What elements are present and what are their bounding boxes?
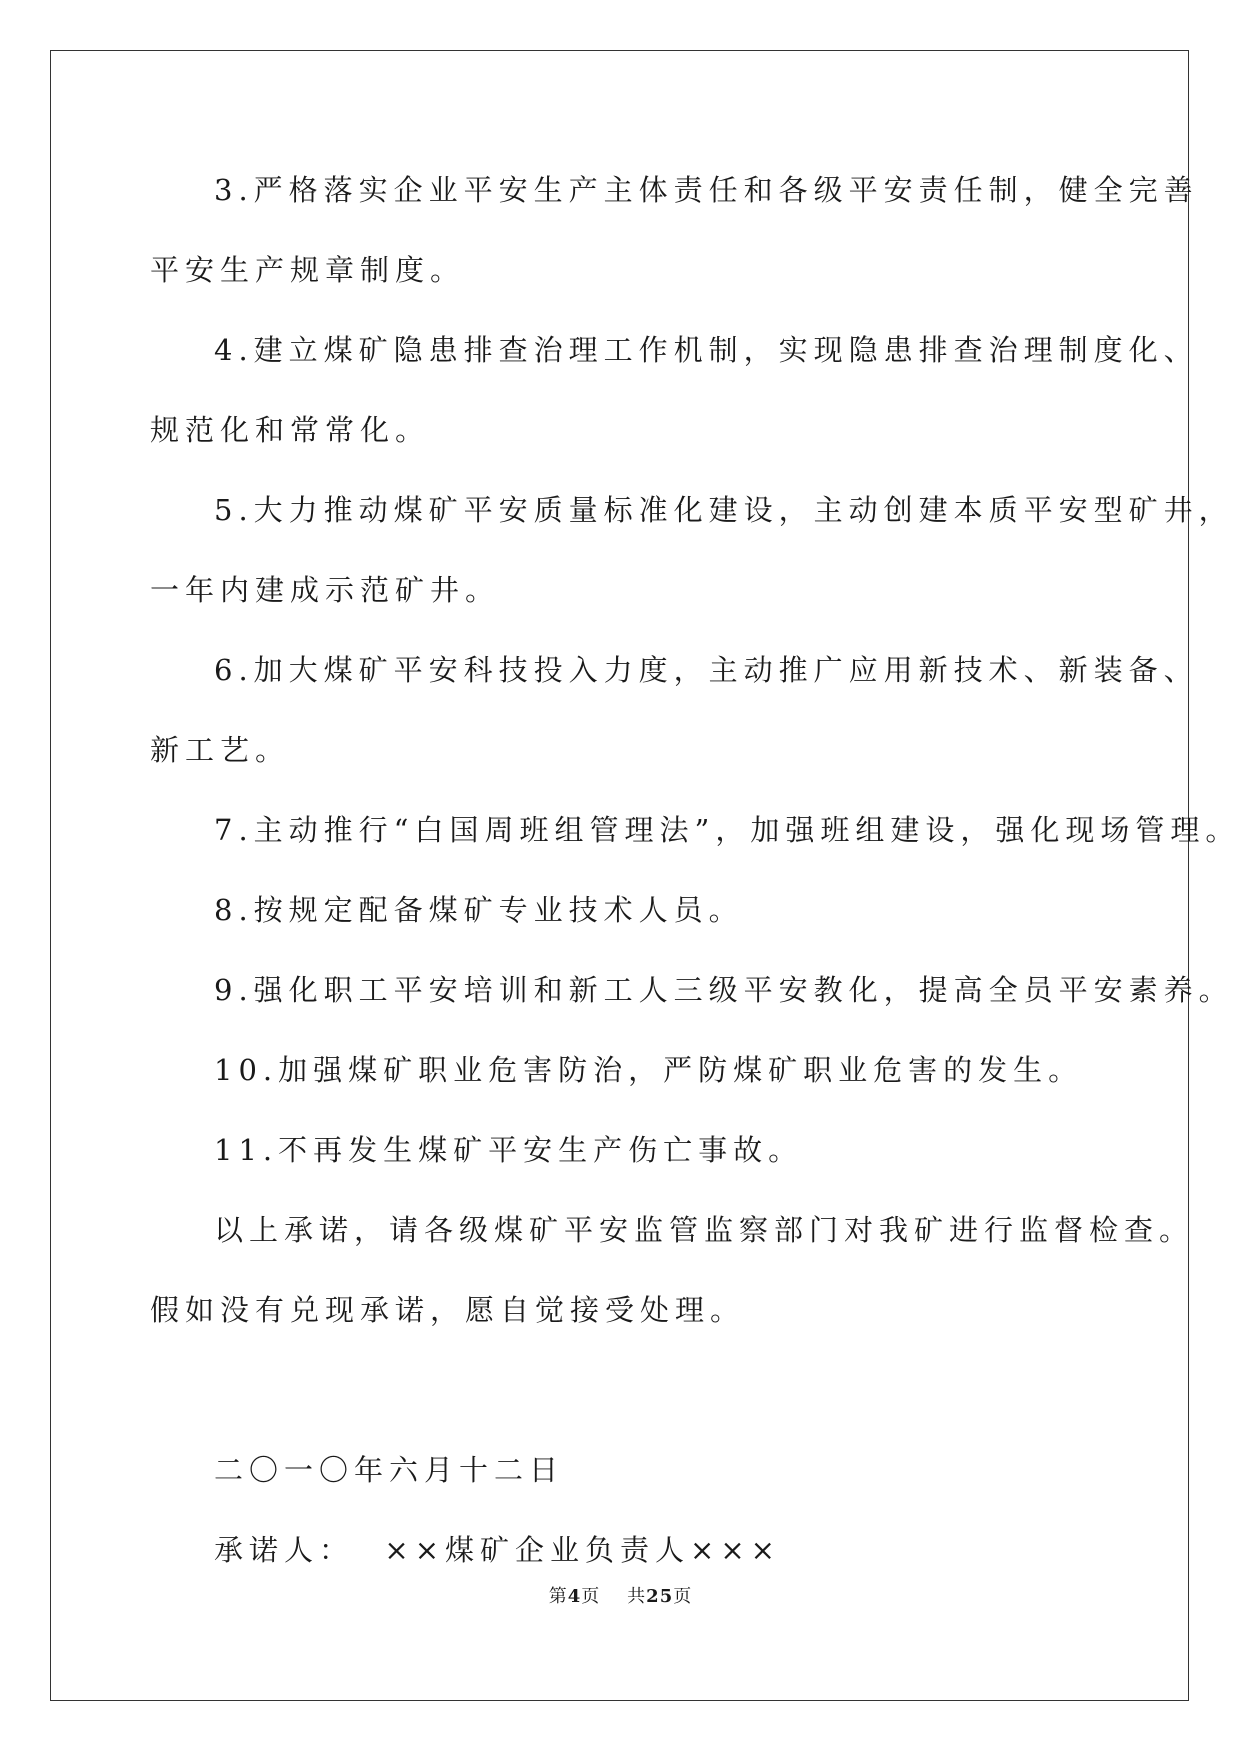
paragraph-line: 二〇一〇年六月十二日 bbox=[214, 1453, 565, 1487]
paragraph-line: 11.不再发生煤矿平安生产伤亡事故。 bbox=[214, 1133, 804, 1167]
paragraph-item-3 bbox=[150, 150, 1199, 310]
paragraph-line: 假如没有兑现承诺，愿自觉接受处理。 bbox=[150, 1293, 746, 1327]
paragraph-item-11 bbox=[150, 1110, 1090, 1190]
paragraph-item-4 bbox=[150, 310, 1199, 470]
page-footer bbox=[0, 1582, 1241, 1608]
paragraph-line: 平安生产规章制度。 bbox=[150, 253, 466, 287]
paragraph-item-6 bbox=[150, 630, 1199, 790]
paragraph-line: 4.建立煤矿隐患排查治理工作机制，实现隐患排查治理制度化、 bbox=[214, 333, 1199, 367]
paragraph-item-9 bbox=[150, 950, 1234, 1030]
footer-page-suffix: 页 bbox=[581, 1586, 601, 1607]
paragraph-item-10 bbox=[150, 1030, 1090, 1110]
paragraph-line: 一年内建成示范矿井。 bbox=[150, 573, 501, 607]
commitment-statement bbox=[150, 1190, 1195, 1350]
paragraph-line: 规范化和常常化。 bbox=[150, 413, 431, 447]
paragraph-item-7 bbox=[150, 790, 1241, 870]
paragraph-line: 3.严格落实企业平安生产主体责任和各级平安责任制，健全完善 bbox=[214, 173, 1199, 207]
paragraph-line: 以上承诺，请各级煤矿平安监管监察部门对我矿进行监督检查。 bbox=[214, 1213, 1195, 1247]
paragraph-line: 9.强化职工平安培训和新工人三级平安教化，提高全员平安素养。 bbox=[214, 973, 1234, 1007]
paragraph-line: 6.加大煤矿平安科技投入力度，主动推广应用新技术、新装备、 bbox=[214, 653, 1199, 687]
paragraph-line: 5.大力推动煤矿平安质量标准化建设，主动创建本质平安型矿井， bbox=[214, 493, 1234, 527]
footer-total-prefix: 共 bbox=[627, 1586, 647, 1607]
signatory-line bbox=[150, 1350, 1090, 1670]
footer-page-number: 4 bbox=[567, 1586, 582, 1607]
paragraph-line: 10.加强煤矿职业危害防治，严防煤矿职业危害的发生。 bbox=[214, 1053, 1084, 1087]
footer-page-prefix: 第 bbox=[548, 1586, 568, 1607]
footer-total-pages: 25 bbox=[646, 1586, 674, 1607]
footer-total-suffix: 页 bbox=[673, 1586, 693, 1607]
paragraph-item-5 bbox=[150, 470, 1234, 630]
paragraph-line: 7.主动推行“白国周班组管理法”，加强班组建设，强化现场管理。 bbox=[214, 813, 1241, 847]
paragraph-item-8 bbox=[150, 870, 1090, 950]
paragraph-line: 8.按规定配备煤矿专业技术人员。 bbox=[214, 893, 744, 927]
date-line bbox=[150, 1430, 1090, 1510]
paragraph-line: 承诺人： ××煤矿企业负责人××× bbox=[214, 1533, 781, 1567]
paragraph-line: 新工艺。 bbox=[150, 733, 291, 767]
